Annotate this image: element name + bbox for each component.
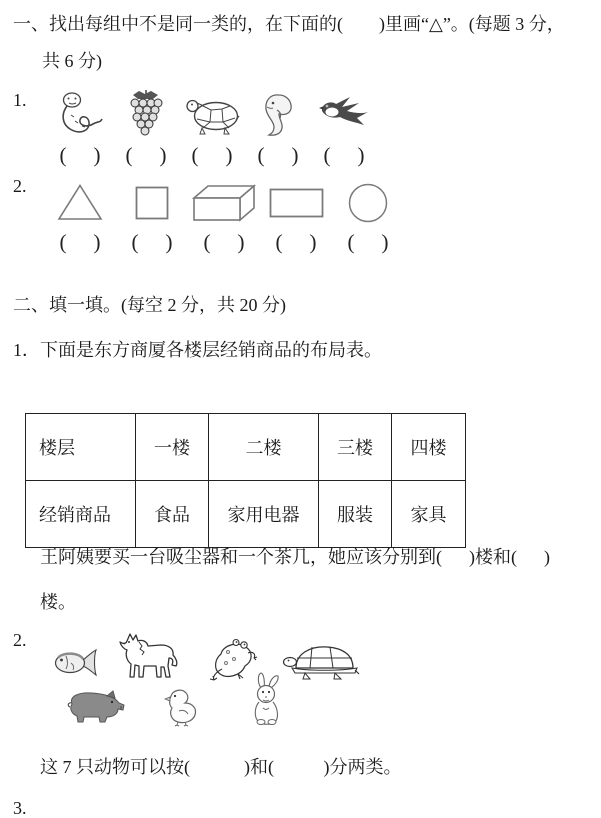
floor-table bbox=[25, 413, 466, 548]
section-one-heading-line2: 共 6 分) bbox=[42, 51, 102, 71]
paren-close: ) bbox=[237, 230, 245, 254]
answer-blank bbox=[47, 143, 113, 168]
question-2-number: 2. bbox=[13, 176, 27, 196]
q1-question-line2: 楼。 bbox=[40, 592, 76, 612]
paren-open: ( bbox=[131, 230, 139, 254]
square-shape bbox=[116, 180, 188, 225]
table-cell: 家具 bbox=[392, 481, 466, 548]
table-row bbox=[26, 481, 466, 548]
table-cell: 食品 bbox=[136, 481, 209, 548]
paren-close: ) bbox=[93, 230, 101, 254]
rectangle-shape bbox=[260, 180, 332, 225]
answer-blank bbox=[44, 230, 116, 255]
paren-open: ( bbox=[59, 143, 67, 167]
paren-open: ( bbox=[275, 230, 283, 254]
section-two-q1-intro bbox=[13, 336, 382, 362]
pig-icon bbox=[65, 689, 125, 723]
paren-close: ) bbox=[225, 143, 233, 167]
paren-open: ( bbox=[323, 143, 331, 167]
q2-question: 这 7 只动物可以按( )和( )分两类。 bbox=[40, 757, 402, 777]
question-1-blanks bbox=[47, 143, 377, 168]
rabbit-icon bbox=[252, 672, 284, 726]
q1-intro-text: 下面是东方商厦各楼层经销商品的布局表。 bbox=[40, 340, 382, 360]
table-cell: 二楼 bbox=[209, 414, 319, 481]
grapes-icon bbox=[113, 85, 179, 137]
frog-icon bbox=[208, 639, 258, 682]
answer-blank bbox=[332, 230, 404, 255]
paren-open: ( bbox=[191, 143, 199, 167]
q1-number: 1． bbox=[13, 340, 40, 360]
paren-close: ) bbox=[309, 230, 317, 254]
fish-icon bbox=[53, 647, 97, 677]
table-cell: 一楼 bbox=[136, 414, 209, 481]
table-row bbox=[26, 414, 466, 481]
table-cell: 四楼 bbox=[392, 414, 466, 481]
answer-blank bbox=[311, 143, 377, 168]
turtle-icon bbox=[179, 85, 245, 137]
swallow-icon bbox=[311, 85, 377, 137]
horse-icon bbox=[118, 632, 180, 680]
answer-blank bbox=[260, 230, 332, 255]
question-1-images bbox=[47, 85, 377, 137]
tortoise-icon bbox=[283, 642, 359, 680]
table-cell: 服装 bbox=[319, 481, 392, 548]
paren-open: ( bbox=[347, 230, 355, 254]
table-cell: 楼层 bbox=[26, 414, 136, 481]
dolphin-icon bbox=[245, 85, 311, 137]
paren-open: ( bbox=[203, 230, 211, 254]
next-question-partial: 3. bbox=[13, 798, 27, 818]
answer-blank bbox=[188, 230, 260, 255]
answer-blank bbox=[179, 143, 245, 168]
circle-shape bbox=[332, 180, 404, 225]
triangle-shape bbox=[44, 180, 116, 225]
paren-open: ( bbox=[125, 143, 133, 167]
paren-close: ) bbox=[93, 143, 101, 167]
section-two-heading: 二、填一填。(每空 2 分，共 20 分) bbox=[13, 295, 286, 315]
cuboid-shape bbox=[188, 180, 260, 225]
table-cell: 经销商品 bbox=[26, 481, 136, 548]
table-cell: 三楼 bbox=[319, 414, 392, 481]
answer-blank bbox=[113, 143, 179, 168]
section-one-heading-line1: 一、找出每组中不是同一类的，在下面的( )里画“△”。(每题 3 分， bbox=[13, 14, 565, 34]
paren-close: ) bbox=[165, 230, 173, 254]
table-cell: 家用电器 bbox=[209, 481, 319, 548]
paren-open: ( bbox=[59, 230, 67, 254]
paren-close: ) bbox=[381, 230, 389, 254]
snake-icon bbox=[47, 85, 113, 137]
question-1-number: 1. bbox=[13, 90, 27, 110]
paren-close: ) bbox=[159, 143, 167, 167]
question-2-shapes bbox=[44, 180, 404, 225]
animal-group bbox=[0, 625, 400, 740]
chick-icon bbox=[165, 687, 201, 725]
q1-question-line1: 王阿姨要买一台吸尘器和一个茶几，她应该分别到( )楼和( ) bbox=[40, 547, 550, 567]
paren-open: ( bbox=[257, 143, 265, 167]
paren-close: ) bbox=[357, 143, 365, 167]
question-2-blanks bbox=[44, 230, 404, 255]
answer-blank bbox=[116, 230, 188, 255]
paren-close: ) bbox=[291, 143, 299, 167]
section-two-q2-number: 2. bbox=[13, 630, 27, 650]
answer-blank bbox=[245, 143, 311, 168]
